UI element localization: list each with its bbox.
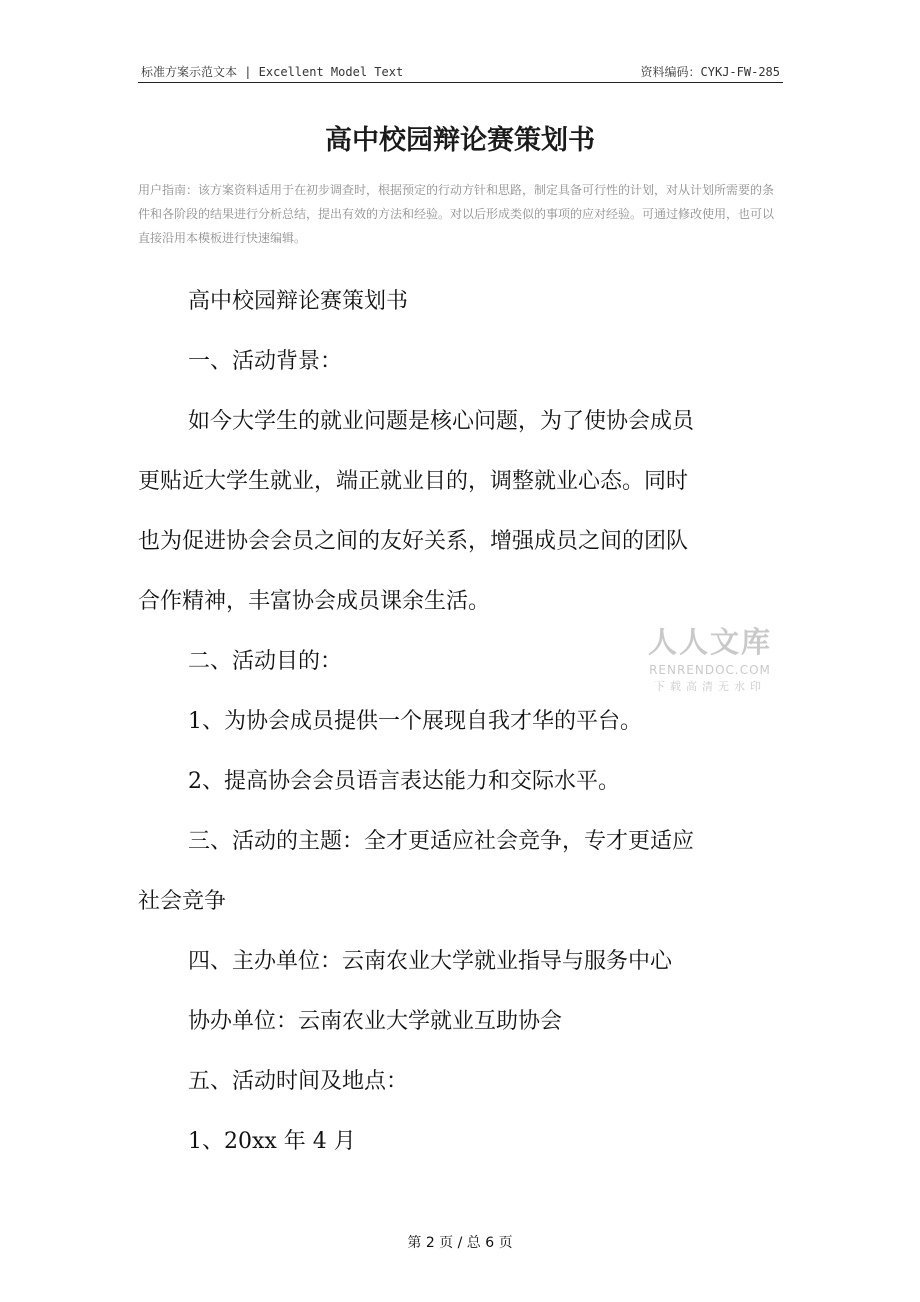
section2-heading: 二、活动目的： <box>188 649 343 674</box>
header-left-text: 标准方案示范文本 | Excellent Model Text <box>141 65 404 79</box>
page-number: 第 2 页 / 总 6 页 <box>407 1235 513 1251</box>
watermark-logo <box>640 620 780 694</box>
watermark-slogan: 下载高清无水印 <box>654 680 766 693</box>
section4-host: 四、主办单位：云南农业大学就业指导与服务中心 <box>188 949 673 974</box>
section4-co-organizer: 协办单位：云南农业大学就业互助协会 <box>188 1009 563 1034</box>
section2-item: 2、提高协会会员语言表达能力和交际水平。 <box>188 769 620 794</box>
section3-line: 三、活动的主题：全才更适应社会竞争，专才更适应 <box>188 829 695 854</box>
section1-line: 也为促进协会会员之间的友好关系，增强成员之间的团队 <box>138 529 689 554</box>
section2-item: 1、为协会成员提供一个展现自我才华的平台。 <box>188 709 642 734</box>
section5-item: 1、20xx 年 4 月 <box>188 1129 356 1154</box>
document-title: 高中校园辩论赛策划书 <box>325 125 595 156</box>
page-header <box>138 60 783 83</box>
section1-line: 如今大学生的就业问题是核心问题，为了使协会成员 <box>188 409 695 434</box>
watermark-domain: RENRENDOC.COM <box>649 663 771 677</box>
header-doc-code: 资料编码：CYKJ-FW-285 <box>640 65 780 79</box>
watermark-title: 人人文库 <box>647 625 772 659</box>
section3-line: 社会竞争 <box>138 889 227 914</box>
section1-line: 更贴近大学生就业，端正就业目的，调整就业心态。同时 <box>138 469 689 494</box>
section1-line: 合作精神，丰富协会成员课余生活。 <box>138 589 491 614</box>
section1-heading: 一、活动背景： <box>188 349 343 374</box>
body-doc-title: 高中校园辩论赛策划书 <box>188 289 409 314</box>
section5-heading: 五、活动时间及地点： <box>188 1069 409 1094</box>
user-guide: 用户指南：该方案资料适用于在初步调查时，根据预定的行动方针和思路，制定具备可行性的计划，对从计划所需要的条件和各阶段的结果进行分析总结，提出有效的方法和经验。对以后形成类似的事项的应对经验。可通过修改使用，也可以直接沿用本模板进行快速编辑。 <box>138 183 775 245</box>
